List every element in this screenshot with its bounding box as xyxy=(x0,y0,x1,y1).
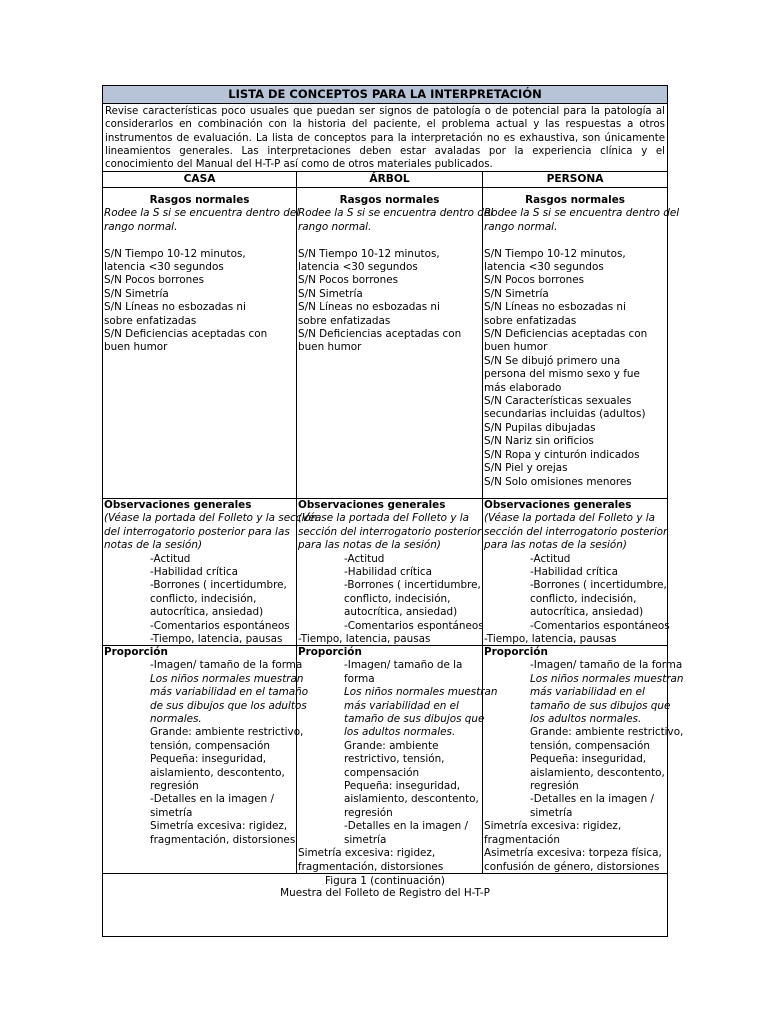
proportion-item: -Detalles en la imagen / xyxy=(150,793,275,806)
proportion-item: Grande: ambiente restrictivo, xyxy=(530,726,684,739)
proportion-item: tensión, compensación xyxy=(150,739,270,752)
checklist-item: S/N Piel y orejas xyxy=(484,462,568,475)
proportion-item: simetría xyxy=(530,806,573,819)
proportion-item: restrictivo, tensión, xyxy=(344,753,445,766)
checklist-item: latencia <30 segundos xyxy=(298,261,418,274)
normal-traits-note: Rodee la S si se encuentra dentro del xyxy=(298,207,494,220)
checklist-item: S/N Tiempo 10-12 minutos, xyxy=(104,247,246,260)
checklist-item: persona del mismo sexo y fue xyxy=(484,368,640,381)
general-observations-note: (Véase la portada del Folleto y la xyxy=(298,512,470,525)
checklist-item: S/N Líneas no esbozadas ni xyxy=(104,301,246,314)
checklist-item: S/N Pupilas dibujadas xyxy=(484,421,596,434)
observation-item: -Comentarios espontáneos xyxy=(344,619,484,632)
checklist-item: buen humor xyxy=(104,341,168,354)
normal-traits-note: rango normal. xyxy=(298,220,372,233)
column-header-row xyxy=(103,172,667,188)
general-observations-note: notas de la sesión) xyxy=(104,539,203,552)
normal-traits-heading: Rasgos normales xyxy=(525,194,625,206)
proportion-item: Simetría excesiva: rigidez, xyxy=(484,820,622,833)
proportion-item: fragmentación xyxy=(484,833,560,846)
observation-item: -Habilidad crítica xyxy=(150,566,238,579)
checklist-item: S/N Deficiencias aceptadas con xyxy=(298,328,462,341)
general-observations-note: para las notas de la sesión) xyxy=(484,539,627,552)
checklist-item: sobre enfatizadas xyxy=(104,314,197,327)
checklist-item: S/N Pocos borrones xyxy=(104,274,205,287)
normal-traits-note: rango normal. xyxy=(484,220,558,233)
checklist-item: latencia <30 segundos xyxy=(104,261,224,274)
observation-item: -Tiempo, latencia, pausas xyxy=(298,633,431,646)
proportion-item: tamaño de sus dibujos que xyxy=(344,713,485,726)
normal-traits-note: rango normal. xyxy=(104,220,178,233)
observation-item: autocrítica, ansiedad) xyxy=(150,606,264,619)
proportion-persona xyxy=(483,646,684,873)
normal-traits-heading: Rasgos normales xyxy=(339,194,440,206)
normal-traits-persona xyxy=(483,188,680,498)
normal-traits-note: Rodee la S si se encuentra dentro del xyxy=(104,207,300,220)
proportion-item: Grande: ambiente restrictivo, xyxy=(150,726,304,739)
normal-traits-note: Rodee la S si se encuentra dentro del xyxy=(484,207,680,220)
column-header-casa: CASA xyxy=(103,172,297,187)
proportion-item: -Imagen/ tamaño de la xyxy=(344,659,463,672)
checklist-item: S/N Líneas no esbozadas ni xyxy=(298,301,440,314)
proportion-item: Pequeña: inseguridad, xyxy=(150,753,267,766)
proportion-item: los adultos normales. xyxy=(530,713,642,726)
observation-item: -Habilidad crítica xyxy=(344,566,432,579)
proportion-item: forma xyxy=(344,672,375,685)
checklist-item: S/N Solo omisiones menores xyxy=(484,475,632,488)
checklist-item: buen humor xyxy=(298,341,362,354)
checklist-item: latencia <30 segundos xyxy=(484,261,604,274)
proportion-item: aislamiento, descontento, xyxy=(344,793,479,806)
normal-traits-arbol xyxy=(297,188,494,498)
checklist-item: S/N Deficiencias aceptadas con xyxy=(104,328,268,341)
general-observations-casa xyxy=(103,499,318,646)
checklist-item: S/N Líneas no esbozadas ni xyxy=(484,301,626,314)
checklist-item: S/N Pocos borrones xyxy=(298,274,399,287)
general-observations-heading: Observaciones generales xyxy=(484,499,632,511)
checklist-item: S/N Nariz sin orificios xyxy=(484,435,594,448)
normal-traits-row xyxy=(103,188,680,499)
proportion-arbol xyxy=(297,646,498,873)
proportion-item: más variabilidad en el tamaño xyxy=(150,686,309,699)
proportion-item: Simetría excesiva: rigidez, xyxy=(298,847,436,860)
proportion-item: regresión xyxy=(344,806,393,819)
proportion-item: fragmentación, distorsiones xyxy=(298,860,444,873)
checklist-item: más elaborado xyxy=(484,381,562,394)
observation-item: -Tiempo, latencia, pausas xyxy=(150,633,283,646)
proportion-item: normales. xyxy=(150,713,202,726)
observation-item: conflicto, indecisión, xyxy=(344,592,451,605)
checklist-item: sobre enfatizadas xyxy=(298,314,391,327)
proportion-item: Pequeña: inseguridad, xyxy=(344,780,461,793)
figure-caption xyxy=(103,874,667,899)
observation-item: -Actitud xyxy=(344,552,385,565)
observation-item: -Actitud xyxy=(530,552,571,565)
proportion-item: -Detalles en la imagen / xyxy=(344,820,469,833)
normal-traits-heading: Rasgos normales xyxy=(149,194,250,206)
general-observations-persona xyxy=(483,499,670,646)
observation-item: -Comentarios espontáneos xyxy=(150,619,290,632)
proportion-item: -Detalles en la imagen / xyxy=(530,793,655,806)
column-header-persona: PERSONA xyxy=(546,173,604,185)
proportion-item: simetría xyxy=(150,806,193,819)
observation-item: conflicto, indecisión, xyxy=(530,592,637,605)
figure-caption-line1: Figura 1 (continuación) xyxy=(325,875,445,887)
proportion-heading: Proporción xyxy=(298,646,362,658)
proportion-heading: Proporción xyxy=(484,646,548,658)
proportion-item: de sus dibujos que los adultos xyxy=(150,699,307,712)
proportion-item: Pequeña: inseguridad, xyxy=(530,753,647,766)
observation-item: conflicto, indecisión, xyxy=(150,592,257,605)
general-observations-heading: Observaciones generales xyxy=(104,499,252,511)
proportion-item: confusión de género, distorsiones xyxy=(484,860,660,873)
checklist-item: buen humor xyxy=(484,341,548,354)
observation-item: -Borrones ( incertidumbre, xyxy=(530,579,667,592)
proportion-row xyxy=(103,646,684,874)
intro-paragraph: Revise características poco usuales que puedan ser signos de patología o de potencial para la patología al considerarlos en combinación con la historia del paciente, el problema actual y las respuestas a otros instrumentos de evaluación. La lista de conceptos para la interpretación no es exhaustiva, son únicamente lineamientos generales. Las interpretaciones deben estar avaladas por la experiencia clínica y el conocimiento del Manual del H-T-P así como de otros materiales publicados. xyxy=(105,106,665,171)
observation-item: -Borrones ( incertidumbre, xyxy=(344,579,481,592)
proportion-item: Los niños normales muestran xyxy=(150,672,304,685)
checklist-item: S/N Se dibujó primero una xyxy=(484,354,621,367)
observation-item: -Habilidad crítica xyxy=(530,566,618,579)
proportion-item: Grande: ambiente xyxy=(344,739,439,752)
table-title: LISTA DE CONCEPTOS PARA LA INTERPRETACIÓN xyxy=(103,86,667,104)
observation-item: -Tiempo, latencia, pausas xyxy=(484,633,617,646)
proportion-item: tamaño de sus dibujos que xyxy=(530,699,671,712)
checklist-item: S/N Simetría xyxy=(104,287,169,300)
proportion-item: -Imagen/ tamaño de la forma xyxy=(530,659,683,672)
proportion-item: los adultos normales. xyxy=(344,726,456,739)
concept-list-table xyxy=(102,85,684,937)
checklist-item: secundarias incluidas (adultos) xyxy=(484,408,646,421)
checklist-item: sobre enfatizadas xyxy=(484,314,577,327)
proportion-item: tensión, compensación xyxy=(530,739,650,752)
general-observations-note: para las notas de la sesión) xyxy=(298,539,441,552)
observation-item: autocrítica, ansiedad) xyxy=(530,606,644,619)
general-observations-note: (Véase la portada del Folleto y la sección xyxy=(104,512,318,525)
general-observations-note: del interrogatorio posterior para las xyxy=(104,525,290,538)
checklist-item: S/N Pocos borrones xyxy=(484,274,585,287)
proportion-item: aislamiento, descontento, xyxy=(530,766,665,779)
general-observations-note: sección del interrogatorio posterior xyxy=(298,525,482,538)
proportion-item: Los niños normales muestran xyxy=(530,672,684,685)
normal-traits-casa xyxy=(103,188,300,498)
observation-item: -Actitud xyxy=(150,552,191,565)
proportion-casa xyxy=(103,646,309,873)
proportion-item: Simetría excesiva: rigidez, xyxy=(150,820,288,833)
observation-item: -Comentarios espontáneos xyxy=(530,619,670,632)
column-header-arbol: ÁRBOL xyxy=(297,172,483,187)
proportion-item: Los niños normales muestran xyxy=(344,686,498,699)
proportion-item: simetría xyxy=(344,833,387,846)
proportion-item: regresión xyxy=(530,780,579,793)
checklist-item: S/N Simetría xyxy=(298,287,363,300)
observation-item: autocrítica, ansiedad) xyxy=(344,606,458,619)
general-observations-row xyxy=(103,499,670,646)
general-observations-arbol xyxy=(297,499,483,645)
checklist-item: S/N Simetría xyxy=(484,287,549,300)
proportion-item: más variabilidad en el xyxy=(344,699,459,712)
proportion-item: -Imagen/ tamaño de la forma xyxy=(150,659,303,672)
checklist-item: S/N Tiempo 10-12 minutos, xyxy=(484,247,626,260)
checklist-item: S/N Deficiencias aceptadas con xyxy=(484,328,648,341)
proportion-item: fragmentación, distorsiones xyxy=(150,833,296,846)
proportion-item: regresión xyxy=(150,780,199,793)
general-observations-note: (Véase la portada del Folleto y la xyxy=(484,512,656,525)
general-observations-heading: Observaciones generales xyxy=(298,499,446,511)
proportion-heading: Proporción xyxy=(104,646,168,658)
general-observations-note: sección del interrogatorio posterior xyxy=(484,525,668,538)
proportion-item: compensación xyxy=(344,766,420,779)
checklist-item: S/N Características sexuales xyxy=(484,395,632,408)
proportion-item: Asimetría excesiva: torpeza física, xyxy=(484,847,662,860)
figure-caption-line2: Muestra del Folleto de Registro del H-T-P xyxy=(280,887,490,899)
proportion-item: más variabilidad en el xyxy=(530,686,645,699)
checklist-item: S/N Tiempo 10-12 minutos, xyxy=(298,247,440,260)
checklist-item: S/N Ropa y cinturón indicados xyxy=(484,448,640,461)
proportion-item: aislamiento, descontento, xyxy=(150,766,285,779)
observation-item: -Borrones ( incertidumbre, xyxy=(150,579,287,592)
